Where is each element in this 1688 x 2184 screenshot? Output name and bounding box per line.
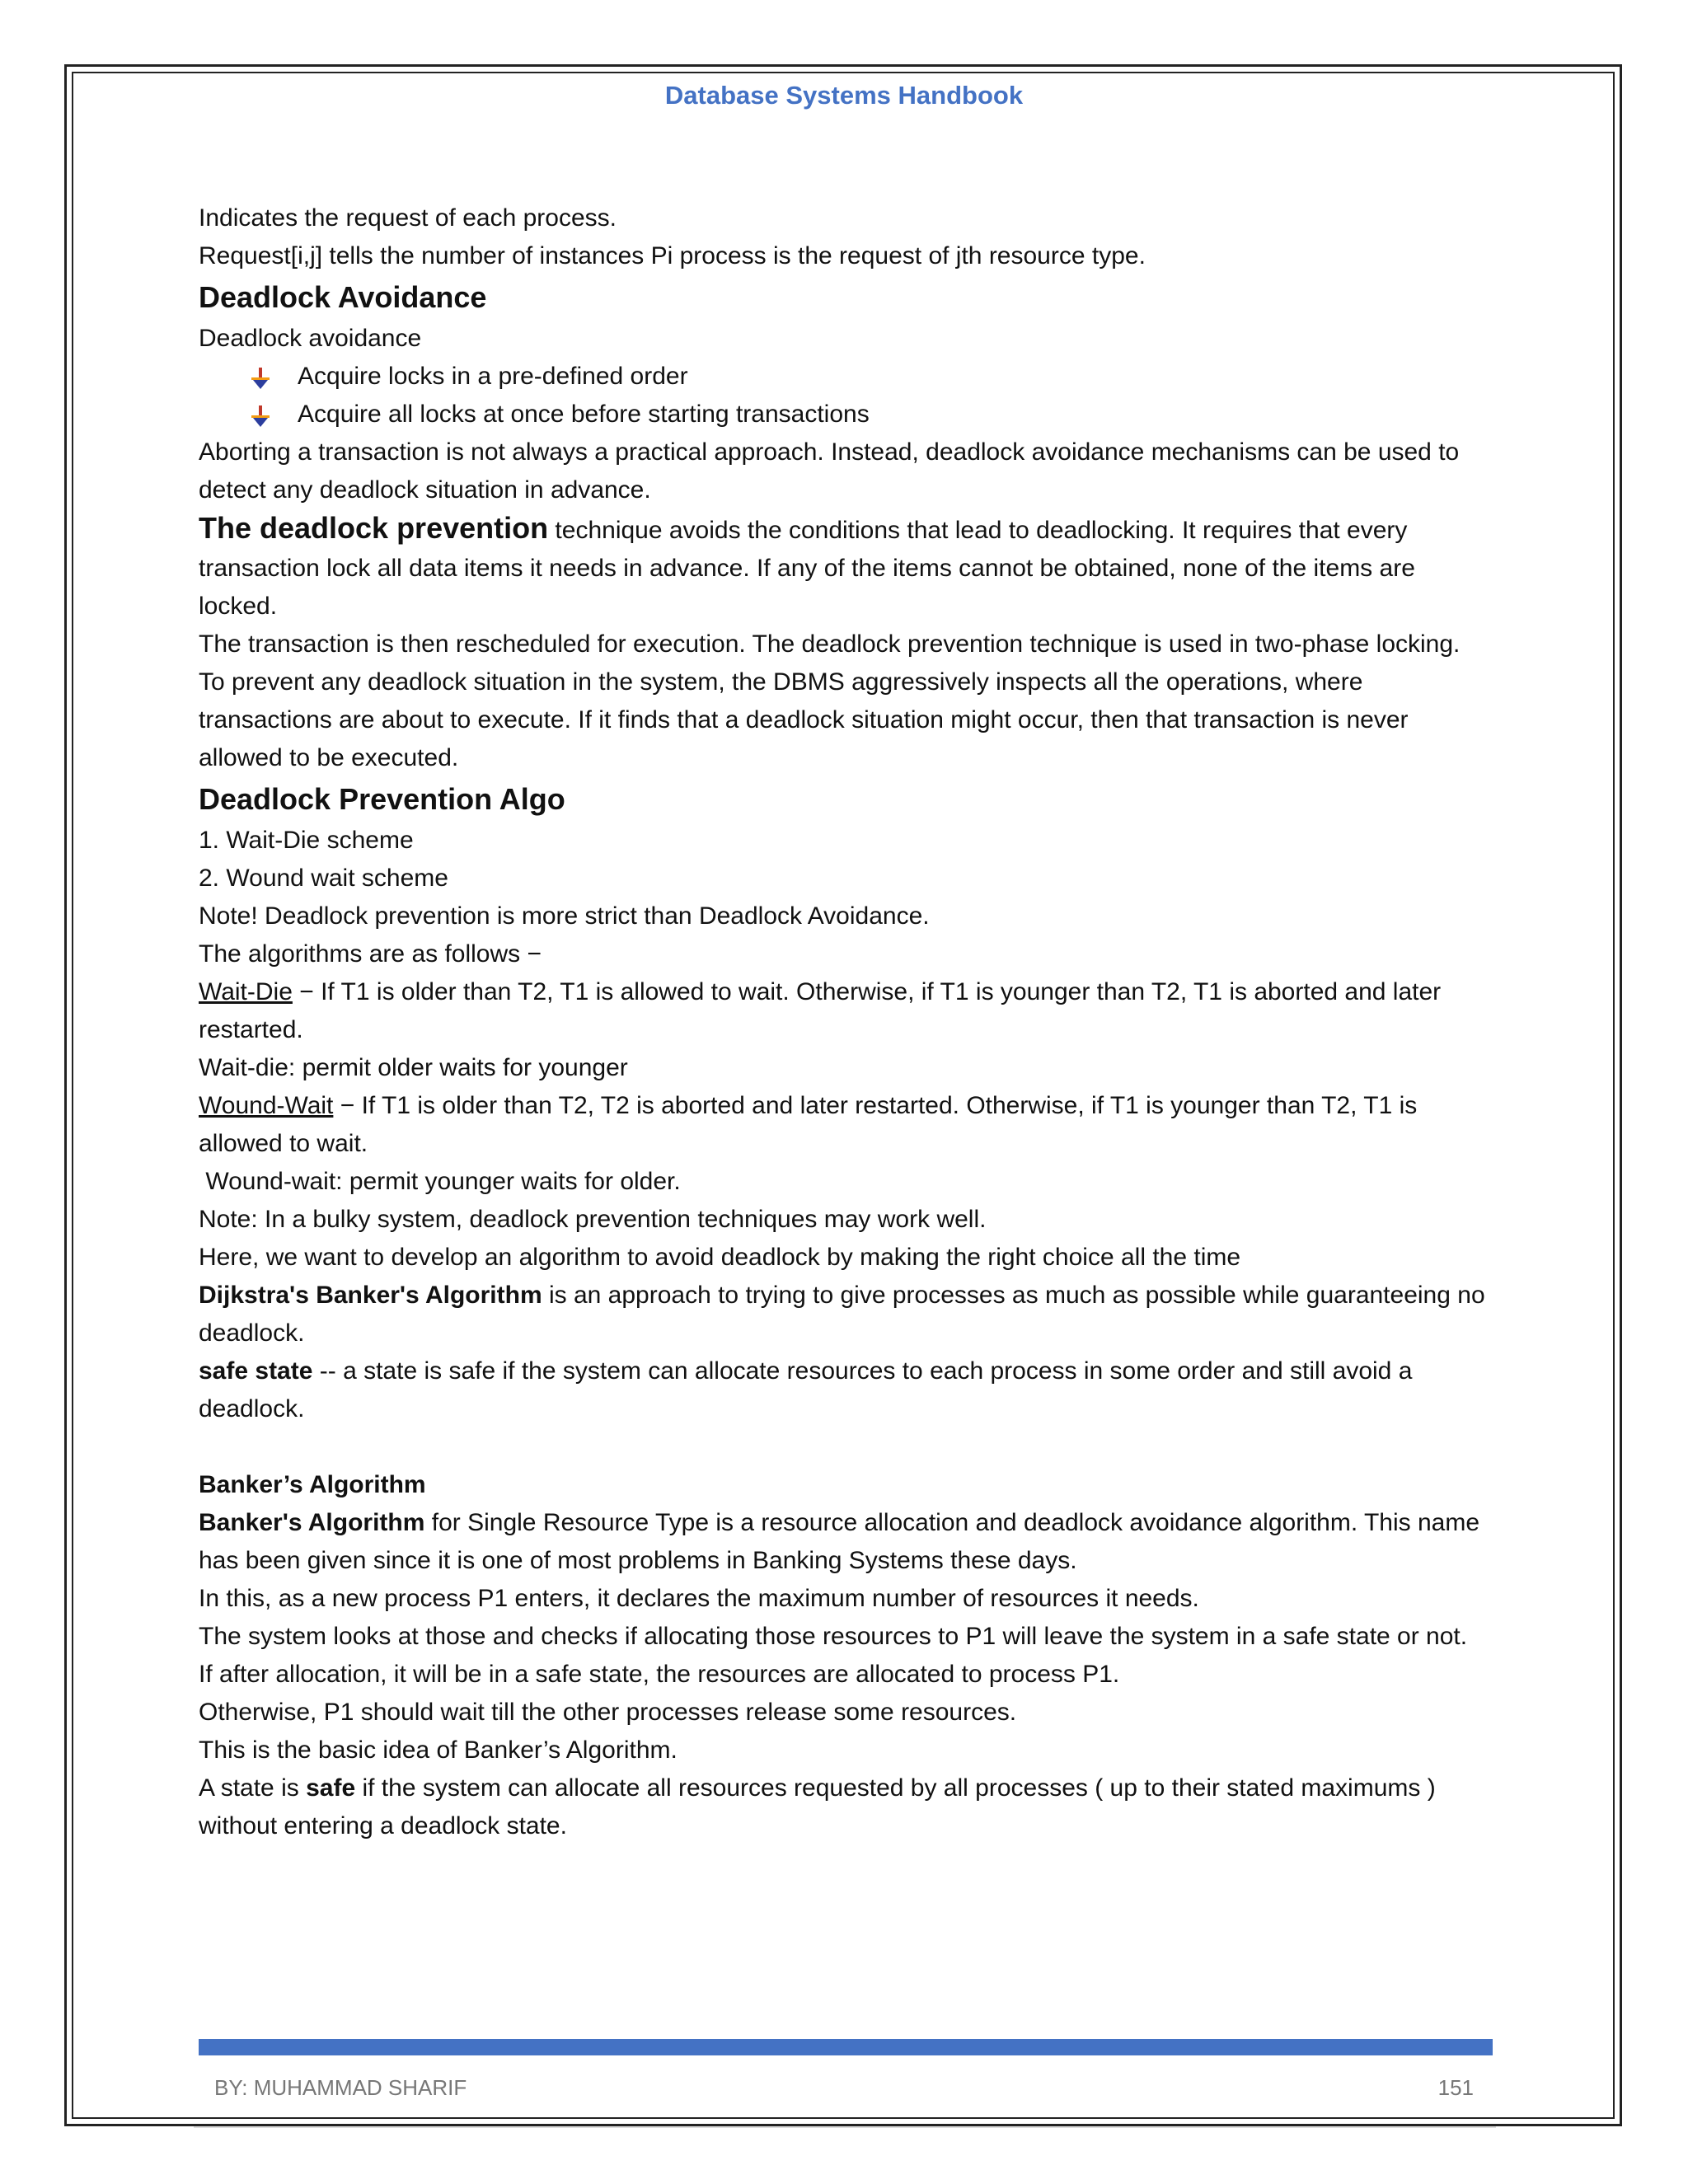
paragraph: Here, we want to develop an algorithm to avoid deadlock by making the right choice all the time [199, 1244, 1241, 1271]
paragraph: The transaction is then rescheduled for execution. The deadlock prevention technique is used in two-phase locking. [199, 630, 1461, 658]
paragraph-text: is an approach to trying to give processes as much as possible while guaranteeing no deadlock. [199, 1282, 1485, 1347]
paragraph-wait-die [199, 973, 1493, 1049]
paragraph: Otherwise, P1 should wait till the other processes release some resources. [199, 1699, 1017, 1726]
paragraph-text: A state is [199, 1774, 307, 1802]
paragraph-text: technique avoids the conditions that lead to deadlocking. It requires that every transaction lock all data items it needs in advance. If any of the items cannot be obtained, none of the items are locked. [199, 517, 1415, 620]
section-heading-deadlock-avoidance: Deadlock Avoidance [199, 280, 487, 314]
paragraph: 1. Wait-Die scheme [199, 827, 414, 854]
paragraph-safe-state [199, 1352, 1493, 1428]
page-body [199, 199, 1493, 1845]
paragraph-wound-wait [199, 1087, 1493, 1163]
paragraph: Request[i,j] tells the number of instances Pi process is the request of jth resource type. [199, 242, 1146, 269]
paragraph: Wound-wait: permit younger waits for older. [199, 1168, 681, 1195]
paragraph: Deadlock avoidance [199, 325, 422, 352]
paragraph-text: for Single Resource Type is a resource allocation and deadlock avoidance algorithm. This name has been given since it is one of most problems in Banking Systems these days. [199, 1509, 1480, 1574]
paragraph-text: − If T1 is older than T2, T2 is aborted and later restarted. Otherwise, if T1 is younger than T2, T1 is allowed to wait. [199, 1092, 1418, 1157]
paragraph-text: if the system can allocate all resources requested by all processes ( up to their stated maximums ) without entering a deadlock state. [199, 1774, 1436, 1840]
paragraph: In this, as a new process P1 enters, it declares the maximum number of resources it needs. [199, 1585, 1199, 1612]
paragraph: Indicates the request of each process. [199, 204, 617, 232]
term-wound-wait: Wound-Wait [199, 1092, 334, 1119]
term-safe-state: safe state [199, 1357, 313, 1385]
paragraph: Wait-die: permit older waits for younger [199, 1054, 628, 1081]
term-banker: Banker's Algorithm [199, 1509, 425, 1536]
term-wait-die: Wait-Die [199, 978, 293, 1005]
term-safe: safe [306, 1774, 356, 1802]
footer-accent-bar [199, 2039, 1493, 2055]
paragraph: To prevent any deadlock situation in the system, the DBMS aggressively inspects all the operations, where transactions are about to execute. If it finds that a deadlock situation might occur, then that transaction is never allowed to be executed. [199, 668, 1409, 771]
spacer [199, 1428, 1493, 1466]
list-item [199, 396, 1493, 434]
arrow-down-bullet-icon [248, 364, 273, 389]
paragraph: Aborting a transaction is not always a practical approach. Instead, deadlock avoidance mechanisms can be used to detect any deadlock situation in advance. [199, 438, 1460, 504]
paragraph-safe-definition [199, 1769, 1493, 1845]
term-dijkstra: Dijkstra's Banker's Algorithm [199, 1282, 542, 1309]
paragraph: If after allocation, it will be in a safe state, the resources are allocated to process P1. [199, 1661, 1120, 1688]
paragraph-banker [199, 1504, 1493, 1580]
footer-author: BY: MUHAMMAD SHARIF [214, 2075, 467, 2100]
list-item-text: Acquire locks in a pre-defined order [298, 363, 688, 390]
paragraph: Note! Deadlock prevention is more strict than Deadlock Avoidance. [199, 902, 930, 930]
paragraph-dijkstra [199, 1277, 1493, 1352]
inline-heading: The deadlock prevention [199, 511, 549, 545]
paragraph: The system looks at those and checks if allocating those resources to P1 will leave the system in a safe state or not. [199, 1623, 1468, 1650]
running-header: Database Systems Handbook [664, 81, 1024, 110]
subheading-bankers-algorithm: Banker’s Algorithm [199, 1471, 426, 1498]
paragraph: This is the basic idea of Banker’s Algorithm. [199, 1736, 678, 1764]
paragraph-text: -- a state is safe if the system can allocate resources to each process in some order and still avoid a deadlock. [199, 1357, 1413, 1422]
section-heading-deadlock-prevention-algo: Deadlock Prevention Algo [199, 782, 565, 816]
page-number: 151 [1437, 2075, 1474, 2100]
list-item-text: Acquire all locks at once before starting transactions [298, 401, 870, 428]
list-item [199, 358, 1493, 396]
arrow-down-bullet-icon [248, 402, 273, 427]
paragraph: Note: In a bulky system, deadlock prevention techniques may work well. [199, 1206, 987, 1233]
paragraph: 2. Wound wait scheme [199, 865, 448, 892]
paragraph-text: − If T1 is older than T2, T1 is allowed to wait. Otherwise, if T1 is younger than T2, T1 is aborted and later restarted. [199, 978, 1442, 1043]
paragraph: The algorithms are as follows − [199, 940, 542, 968]
footer-divider [194, 2126, 1496, 2128]
paragraph-deadlock-prevention [199, 509, 1493, 626]
